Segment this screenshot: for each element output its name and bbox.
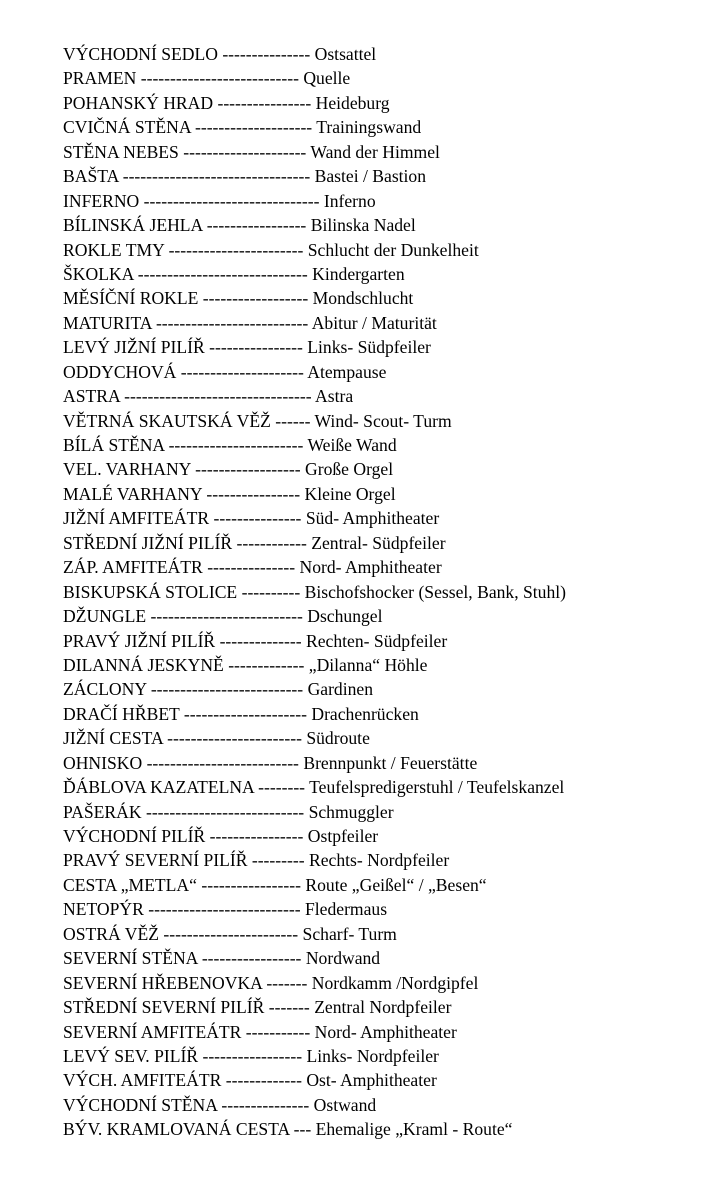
dash-separator: -------------------------- — [146, 752, 299, 773]
german-term: Südroute — [306, 728, 370, 749]
german-term: Mondschlucht — [312, 288, 414, 309]
list-item — [63, 140, 566, 164]
czech-term: SEVERNÍ HŘEBENOVKA — [63, 972, 262, 993]
czech-term: SEVERNÍ STĚNA — [63, 948, 198, 969]
dash-separator: --------------------- — [180, 361, 304, 382]
czech-term: BAŠTA — [63, 166, 119, 187]
german-term: Süd- Amphitheater — [305, 508, 440, 529]
czech-term: CVIČNÁ STĚNA — [63, 117, 191, 138]
list-item — [63, 653, 566, 677]
dash-separator: ------------- — [228, 654, 305, 675]
list-item — [63, 164, 566, 188]
czech-term: LEVÝ SEV. PILÍŘ — [63, 1045, 199, 1066]
dash-separator: --- — [293, 1119, 312, 1140]
german-term: Nord- Amphitheater — [299, 557, 442, 578]
dash-separator: -------------------------- — [148, 899, 301, 920]
dash-separator: ----------------------- — [163, 923, 299, 944]
czech-term: STŘEDNÍ SEVERNÍ PILÍŘ — [63, 997, 265, 1018]
list-item — [63, 262, 566, 286]
dash-separator: ----------- — [245, 1021, 311, 1042]
german-term: Fledermaus — [304, 899, 388, 920]
dash-separator: -------------------- — [194, 117, 313, 138]
list-item — [63, 286, 566, 310]
german-term: Inferno — [323, 190, 376, 211]
czech-term: INFERNO — [63, 190, 140, 211]
dash-separator: ------------------ — [202, 288, 309, 309]
dash-separator: ------ — [275, 410, 311, 431]
german-term: Bilinska Nadel — [310, 215, 416, 236]
czech-term: DŽUNGLE — [63, 606, 147, 627]
dash-separator: ----------------- — [202, 1045, 303, 1066]
czech-term: STŘEDNÍ JIŽNÍ PILÍŘ — [63, 532, 233, 553]
czech-term: ZÁCLONY — [63, 679, 147, 700]
dash-separator: --------------- — [221, 1094, 310, 1115]
dash-separator: --------------- — [213, 508, 302, 529]
list-item — [63, 506, 566, 530]
dash-separator: ---------------- — [209, 826, 304, 846]
german-term: Quelle — [303, 68, 351, 89]
list-item — [63, 800, 566, 824]
dash-separator: ----------------------- — [168, 239, 304, 260]
dash-separator: ------------ — [236, 532, 307, 553]
list-item — [63, 677, 566, 701]
german-term: Brennpunkt / Feuerstätte — [303, 752, 478, 773]
list-item — [63, 360, 566, 384]
dash-separator: --------------- — [222, 44, 311, 64]
german-term: Ost- Amphitheater — [306, 1070, 437, 1091]
czech-term: BÍLÁ STĚNA — [63, 435, 165, 455]
czech-term: POHANSKÝ HRAD — [63, 92, 214, 113]
dash-separator: ------- — [266, 972, 308, 993]
czech-term: CESTA „METLA“ — [63, 874, 197, 895]
czech-term: LEVÝ JIŽNÍ PILÍŘ — [63, 337, 205, 358]
list-item — [63, 629, 566, 653]
czech-term: PAŠERÁK — [63, 801, 142, 822]
list-item — [63, 946, 566, 970]
dash-separator: --------------------------- — [145, 801, 305, 822]
list-item — [63, 702, 566, 726]
dash-separator: ---------------- — [217, 92, 312, 113]
dash-separator: ------------------------------ — [143, 190, 320, 211]
german-term: Route „Geißel“ / „Besen“ — [305, 874, 487, 895]
list-item — [63, 922, 566, 946]
german-term: Ostpfeiler — [307, 826, 379, 846]
german-term: Wind- Scout- Turm — [314, 410, 452, 431]
list-item — [63, 995, 566, 1019]
german-term: Bischofshocker (Sessel, Bank, Stuhl) — [304, 581, 567, 602]
list-item — [63, 409, 566, 433]
list-item — [63, 555, 566, 579]
dash-separator: ----------------- — [201, 948, 302, 969]
list-item — [63, 971, 566, 995]
german-term: Weiße Wand — [307, 435, 397, 455]
list-item — [63, 775, 566, 799]
czech-term: VÝCHODNÍ SEDLO — [63, 44, 218, 64]
list-item — [63, 482, 566, 506]
czech-term: SEVERNÍ AMFITEÁTR — [63, 1021, 242, 1042]
dash-separator: ----------------- — [201, 874, 301, 895]
czech-term: JIŽNÍ AMFITEÁTR — [63, 508, 210, 529]
german-term: Links- Nordpfeiler — [306, 1045, 439, 1066]
dash-separator: -------------------------------- — [122, 166, 311, 187]
dash-separator: --------------------- — [183, 703, 307, 724]
list-item — [63, 897, 566, 921]
german-term: Schlucht der Dunkelheit — [307, 239, 479, 260]
dash-separator: -------------------------- — [155, 312, 309, 333]
czech-term: ĎÁBLOVA KAZATELNA — [63, 777, 254, 798]
czech-term: DILANNÁ JESKYNĚ — [63, 654, 224, 675]
list-item — [63, 604, 566, 628]
dash-separator: ------- — [268, 997, 310, 1018]
list-item — [63, 848, 566, 872]
german-term: Dschungel — [307, 606, 383, 627]
czech-term: ŠKOLKA — [63, 263, 134, 284]
czech-term: OSTRÁ VĚŽ — [63, 923, 159, 944]
german-term: „Dilanna“ Höhle — [308, 654, 428, 675]
german-term: Zentral- Südpfeiler — [311, 532, 446, 553]
dash-separator: ----------------------- — [168, 435, 304, 455]
german-term: Trainingswand — [316, 117, 422, 138]
dash-separator: ---------------- — [206, 483, 301, 504]
dash-separator: ------------------ — [195, 459, 301, 480]
list-item — [63, 726, 566, 750]
czech-term: ODDYCHOVÁ — [63, 361, 177, 382]
list-item — [63, 457, 566, 481]
czech-term: PRAMEN — [63, 68, 137, 89]
czech-term: VÝCHODNÍ STĚNA — [63, 1094, 217, 1115]
dash-separator: -------------- — [219, 630, 302, 651]
list-item — [63, 1093, 566, 1117]
dash-separator: ---------------- — [209, 337, 303, 358]
list-item — [63, 1044, 566, 1068]
dash-separator: -------------------------- — [150, 679, 304, 700]
list-item — [63, 189, 566, 213]
german-term: Kleine Orgel — [304, 483, 396, 504]
dash-separator: --------------------- — [183, 141, 307, 162]
czech-term: VÝCH. AMFITEÁTR — [63, 1070, 222, 1091]
czech-term: JIŽNÍ CESTA — [63, 728, 163, 749]
dash-separator: ---------- — [241, 581, 301, 602]
list-item — [63, 42, 566, 66]
german-term: Zentral Nordpfeiler — [314, 997, 452, 1018]
german-term: Scharf- Turm — [302, 923, 397, 944]
german-term: Schmuggler — [308, 801, 394, 822]
czech-term: OHNISKO — [63, 752, 143, 773]
list-item — [63, 1117, 566, 1141]
czech-term: PRAVÝ SEVERNÍ PILÍŘ — [63, 850, 248, 871]
list-item — [63, 531, 566, 555]
dash-separator: -------- — [258, 777, 306, 798]
german-term: Rechts- Nordpfeiler — [308, 850, 450, 871]
dash-separator: --------------------------- — [140, 68, 299, 89]
list-item — [63, 751, 566, 775]
dash-separator: ----------------------- — [167, 728, 302, 749]
german-term: Nordkamm /Nordgipfel — [311, 972, 479, 993]
german-term: Atempause — [307, 361, 387, 382]
czech-term: BÍLINSKÁ JEHLA — [63, 215, 203, 236]
german-term: Große Orgel — [305, 459, 394, 480]
translation-list — [63, 42, 566, 1142]
czech-term: VEL. VARHANY — [63, 459, 191, 480]
czech-term: MALÉ VARHANY — [63, 483, 202, 504]
czech-term: MATURITA — [63, 312, 152, 333]
czech-term: ASTRA — [63, 386, 120, 407]
list-item — [63, 66, 566, 90]
german-term: Nord- Amphitheater — [314, 1021, 457, 1042]
list-item — [63, 213, 566, 237]
czech-term: STĚNA NEBES — [63, 141, 179, 162]
czech-term: ROKLE TMY — [63, 239, 165, 260]
czech-term: ZÁP. AMFITEÁTR — [63, 557, 203, 578]
german-term: Abitur / Maturität — [311, 312, 437, 333]
czech-term: BISKUPSKÁ STOLICE — [63, 581, 238, 602]
list-item — [63, 335, 566, 359]
dash-separator: -------------------------- — [150, 606, 303, 627]
list-item — [63, 580, 566, 604]
german-term: Wand der Himmel — [310, 141, 440, 162]
german-term: Teufelspredigerstuhl / Teufelskanzel — [309, 777, 565, 798]
dash-separator: ----------------- — [206, 215, 307, 236]
german-term: Bastei / Bastion — [314, 166, 427, 187]
list-item — [63, 238, 566, 262]
german-term: Astra — [315, 386, 354, 407]
dash-separator: ------------- — [225, 1070, 302, 1091]
german-term: Drachenrücken — [311, 703, 419, 724]
czech-term: NETOPÝR — [63, 899, 144, 920]
czech-term: MĚSÍČNÍ ROKLE — [63, 288, 199, 309]
list-item — [63, 824, 566, 848]
german-term: Nordwand — [305, 948, 381, 969]
czech-term: VĚTRNÁ SKAUTSKÁ VĚŽ — [63, 410, 271, 431]
german-term: Rechten- Südpfeiler — [306, 630, 448, 651]
czech-term: PRAVÝ JIŽNÍ PILÍŘ — [63, 630, 216, 651]
german-term: Gardinen — [307, 679, 374, 700]
list-item — [63, 91, 566, 115]
dash-separator: ----------------------------- — [137, 263, 308, 284]
list-item — [63, 115, 566, 139]
german-term: Links- Südpfeiler — [307, 337, 431, 358]
german-term: Heideburg — [315, 92, 390, 113]
czech-term: DRAČÍ HŘBET — [63, 703, 180, 724]
dash-separator: --------------- — [207, 557, 296, 578]
list-item — [63, 384, 566, 408]
list-item — [63, 433, 566, 457]
list-item — [63, 1020, 566, 1044]
dash-separator: -------------------------------- — [124, 386, 312, 407]
german-term: Ehemalige „Kraml - Route“ — [315, 1119, 513, 1140]
german-term: Kindergarten — [312, 263, 405, 284]
list-item — [63, 873, 566, 897]
list-item — [63, 311, 566, 335]
czech-term: BÝV. KRAMLOVANÁ CESTA — [63, 1119, 290, 1140]
german-term: Ostwand — [313, 1094, 377, 1115]
list-item — [63, 1068, 566, 1092]
czech-term: VÝCHODNÍ PILÍŘ — [63, 826, 206, 846]
german-term: Ostsattel — [314, 44, 377, 64]
dash-separator: --------- — [251, 850, 305, 871]
